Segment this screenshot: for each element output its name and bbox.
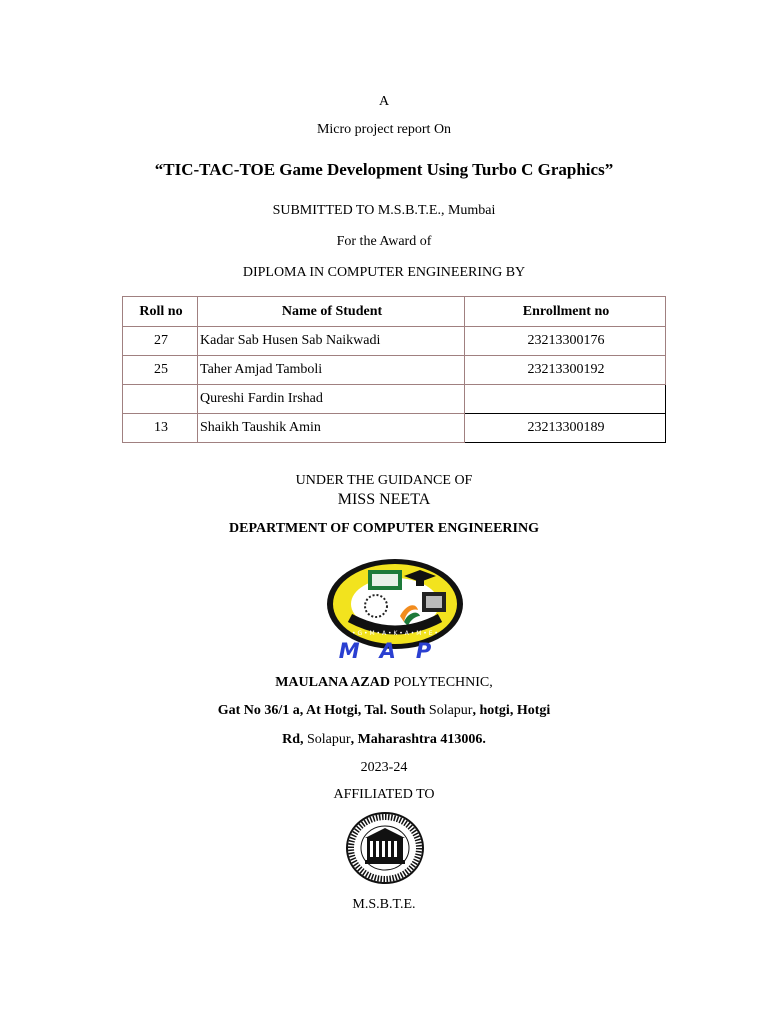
table-header-row xyxy=(123,297,666,327)
academic-year: 2023-24 xyxy=(360,760,408,775)
address-1-end: , hotgi, Hotgi xyxy=(472,703,551,718)
diploma-line: DIPLOMA IN COMPUTER ENGINEERING BY xyxy=(242,265,526,280)
department-name: DEPARTMENT OF COMPUTER ENGINEERING xyxy=(229,521,539,536)
letter-a: A xyxy=(378,94,390,109)
address-line-2 xyxy=(0,732,768,748)
institute-name-bold: MAULANA AZAD xyxy=(275,675,390,690)
column-header-roll: Roll no xyxy=(123,297,198,327)
students-table xyxy=(122,296,666,443)
name-cell: Shaikh Taushik Amin xyxy=(198,414,465,443)
institute-name-rest: POLYTECHNIC, xyxy=(389,675,493,690)
table-row xyxy=(123,414,666,443)
name-cell: Kadar Sab Husen Sab Naikwadi xyxy=(198,327,465,356)
institute-logo xyxy=(320,556,470,662)
enrollment-cell xyxy=(465,385,666,414)
table-row xyxy=(123,356,666,385)
enrollment-cell: 23213300189 xyxy=(465,414,666,443)
report-line: Micro project report On xyxy=(316,122,452,137)
roll-cell xyxy=(123,385,198,414)
enrollment-cell: 23213300176 xyxy=(465,327,666,356)
address-2-mid: Solapur xyxy=(303,732,351,747)
msbte-seal-logo xyxy=(345,812,425,884)
address-line-1 xyxy=(0,703,768,719)
logo-map-text: MAP xyxy=(338,639,452,662)
board-name: M.S.B.T.E. xyxy=(352,897,416,912)
roll-cell: 13 xyxy=(123,414,198,443)
logo-ring-text: • G • M • A • K • A • M • E • xyxy=(352,630,438,637)
guide-name: MISS NEETA xyxy=(337,491,431,508)
name-cell: Qureshi Fardin Irshad xyxy=(198,385,465,414)
submitted-line: SUBMITTED TO M.S.B.T.E., Mumbai xyxy=(272,203,496,218)
address-1-bold: Gat No 36/1 a, At Hotgi, Tal. South xyxy=(217,703,426,718)
guidance-label: UNDER THE GUIDANCE OF xyxy=(295,473,473,488)
column-header-name: Name of Student xyxy=(198,297,465,327)
roll-cell: 27 xyxy=(123,327,198,356)
column-header-enrollment: Enrollment no xyxy=(465,297,666,327)
project-title: “TIC-TAC-TOE Game Development Using Turbo C Graphics” xyxy=(154,160,614,179)
table-row xyxy=(123,327,666,356)
address-1-mid: Solapur xyxy=(425,703,473,718)
award-line: For the Award of xyxy=(336,234,432,249)
roll-cell: 25 xyxy=(123,356,198,385)
name-cell: Taher Amjad Tamboli xyxy=(198,356,465,385)
address-2-bold: Rd, xyxy=(282,732,304,747)
institute-name xyxy=(0,675,768,691)
table-row xyxy=(123,385,666,414)
address-2-end: , Maharashtra 413006. xyxy=(350,732,486,747)
affiliated-label: AFFILIATED TO xyxy=(333,787,435,802)
enrollment-cell: 23213300192 xyxy=(465,356,666,385)
